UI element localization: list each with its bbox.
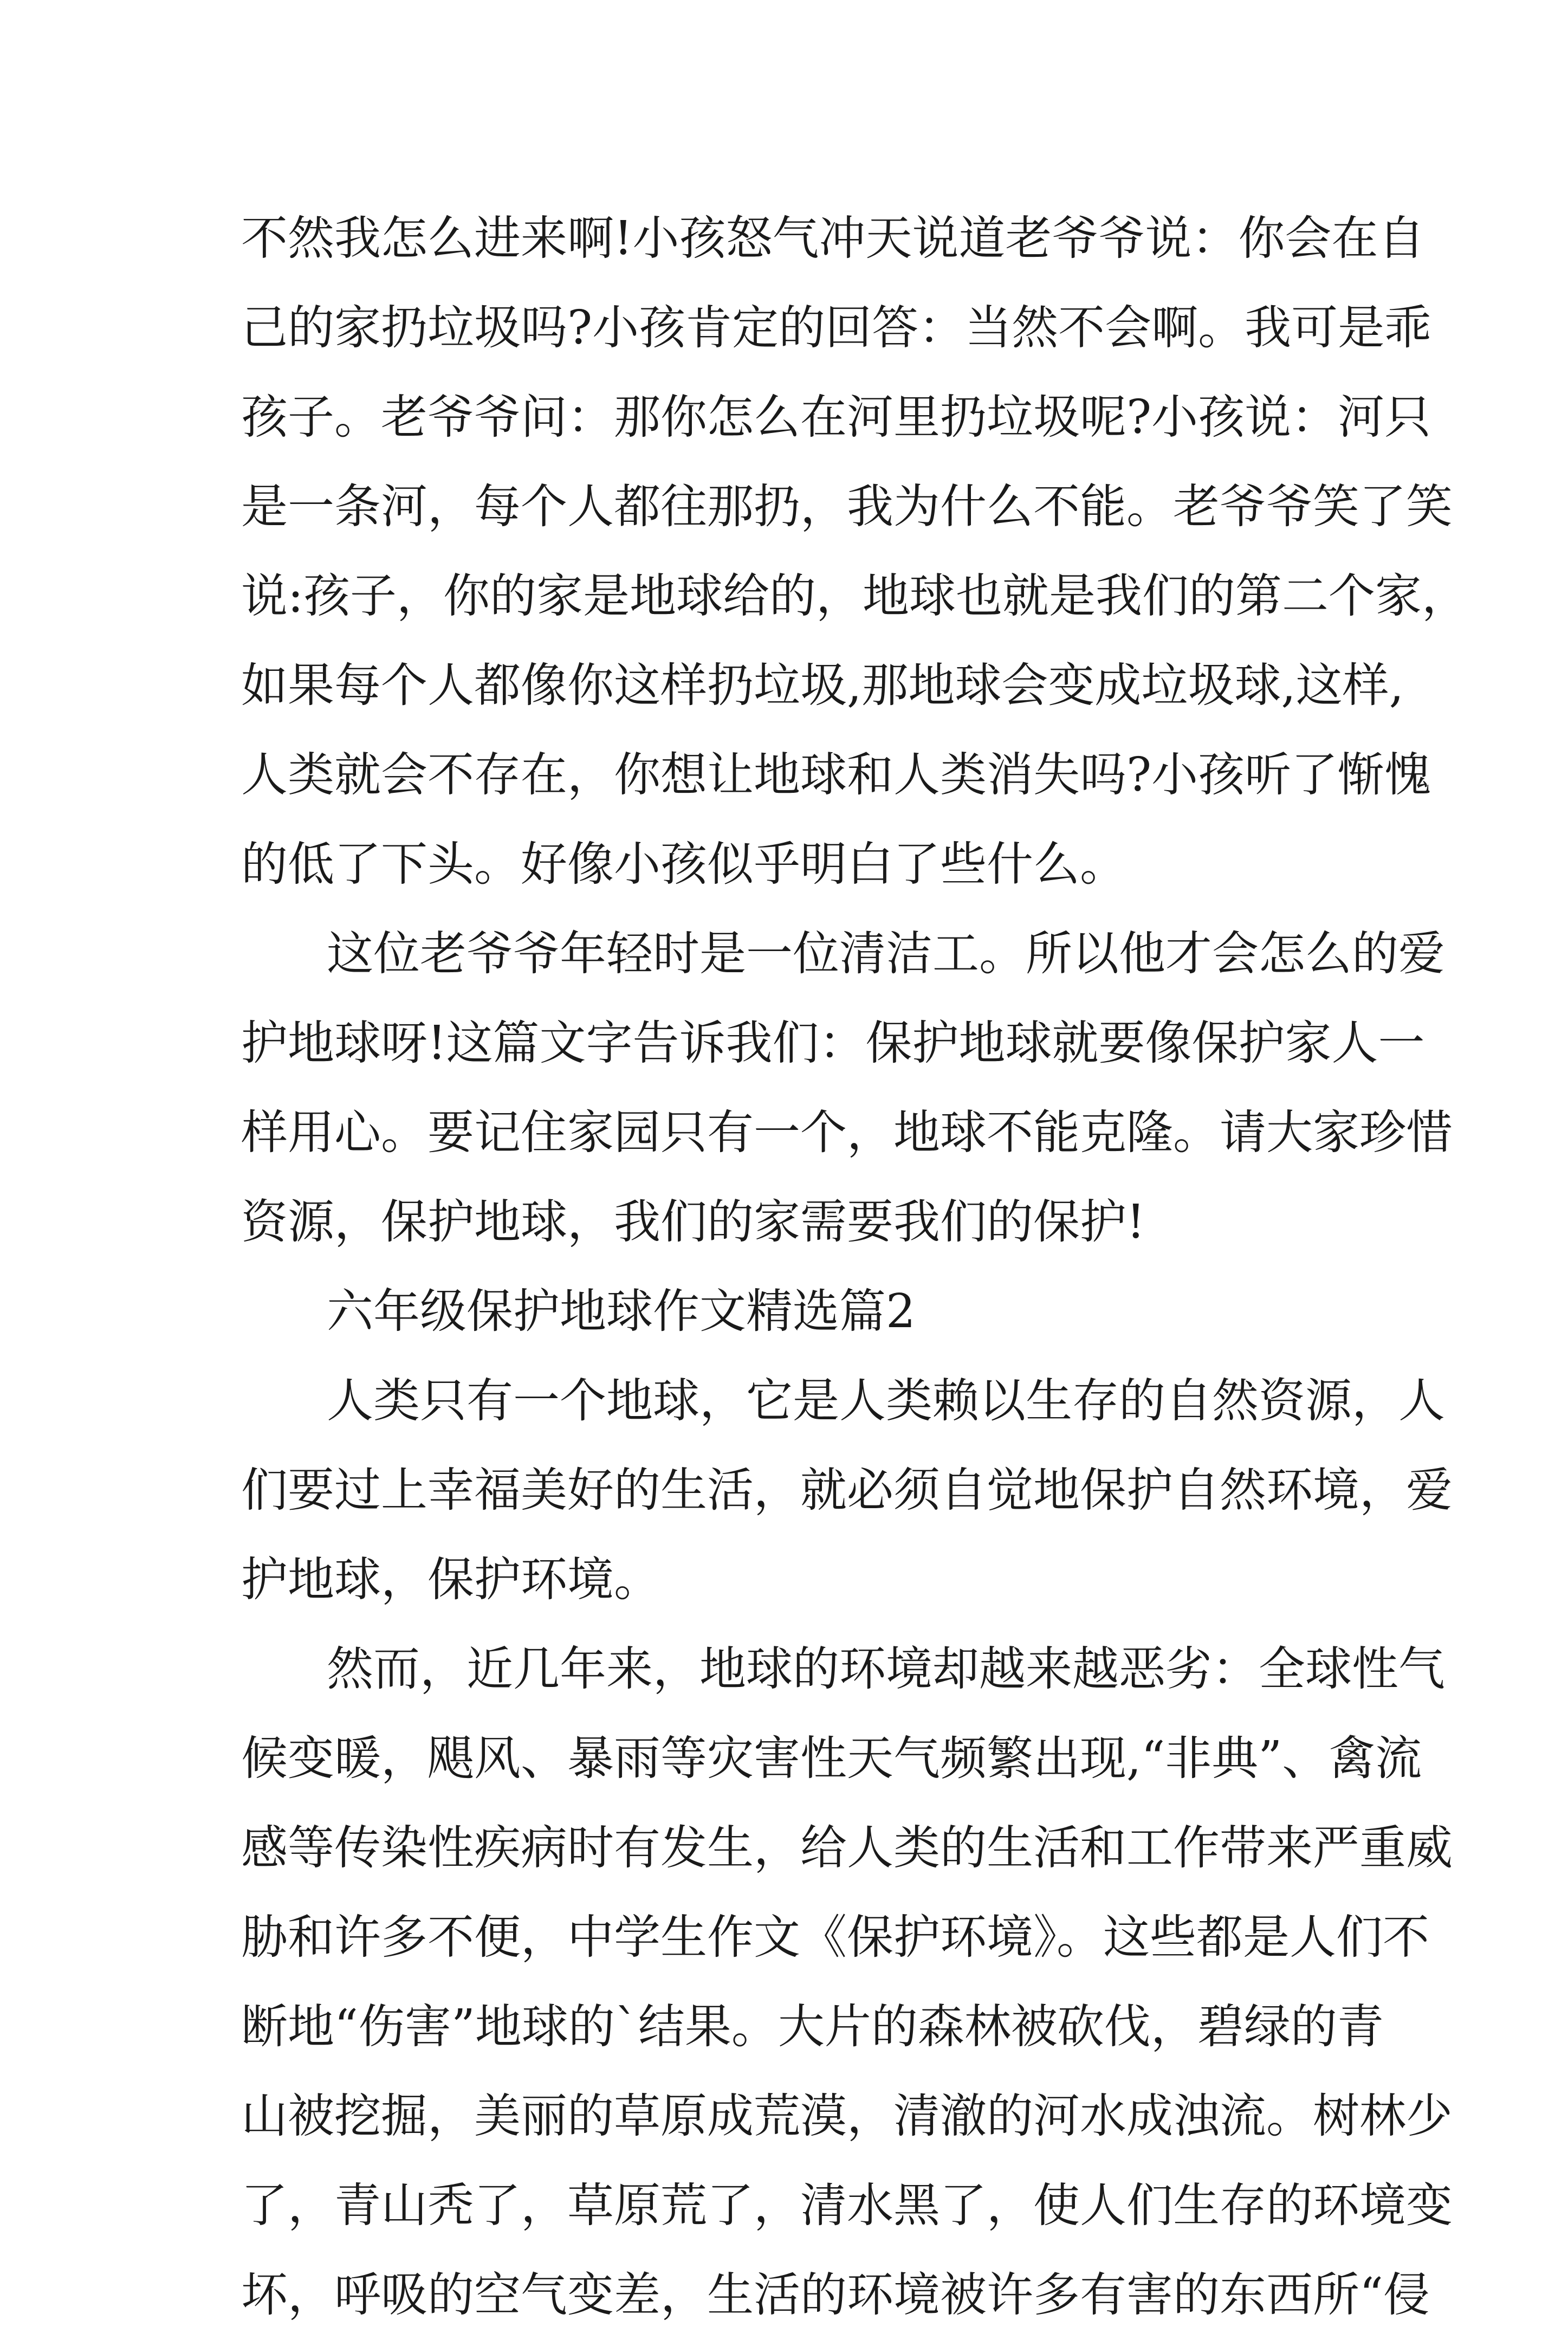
text-line: 护地球呀!这篇文字告诉我们：保护地球就要像保护家人一 [241, 1016, 1425, 1070]
text-line: 坏，呼吸的空气变差，生活的环境被许多有害的东西所“侵 [241, 2268, 1430, 2322]
text-line: 样用心。要记住家园只有一个，地球不能克隆。请大家珍惜 [241, 1106, 1453, 1160]
text-line: 孩子。老爷爷问：那你怎么在河里扔垃圾呢?小孩说：河只 [241, 390, 1431, 444]
text-line: 是一条河，每个人都往那扔，我为什么不能。老爷爷笑了笑 [241, 480, 1453, 534]
text-line: 山被挖掘，美丽的草原成荒漠，清澈的河水成浊流。树林少 [241, 2089, 1453, 2143]
text-line: 们要过上幸福美好的生活，就必须自觉地保护自然环境，爱 [241, 1463, 1453, 1517]
text-line: 这位老爷爷年轻时是一位清洁工。所以他才会怎么的爱 [327, 927, 1445, 981]
text-line: 的低了下头。好像小孩似乎明白了些什么。 [241, 837, 1126, 891]
text-line: 不然我怎么进来啊!小孩怒气冲天说道老爷爷说：你会在自 [241, 211, 1425, 266]
text-line: 然而，近几年来，地球的环境却越来越恶劣：全球性气 [327, 1642, 1445, 1696]
text-line: 己的家扔垃圾吗?小孩肯定的回答：当然不会啊。我可是乖 [241, 301, 1431, 355]
text-line: 人类只有一个地球，它是人类赖以生存的自然资源，人 [327, 1374, 1445, 1428]
text-line: 感等传染性疾病时有发生，给人类的生活和工作带来严重威 [241, 1821, 1453, 1875]
text-line: 人类就会不存在，你想让地球和人类消失吗?小孩听了惭愧 [241, 748, 1431, 802]
section-heading: 六年级保护地球作文精选篇2 [327, 1284, 916, 1339]
text-line: 说:孩子，你的家是地球给的，地球也就是我们的第二个家， [241, 569, 1468, 623]
text-line: 如果每个人都像你这样扔垃圾,那地球会变成垃圾球,这样, [241, 658, 1404, 713]
text-line: 胁和许多不便，中学生作文《保护环境》。这些都是人们不 [241, 1910, 1429, 1964]
text-line: 候变暖，飓风、暴雨等灾害性天气频繁出现,“非典”、禽流 [241, 1731, 1422, 1786]
text-line: 断地“伤害”地球的`结果。大片的森林被砍伐，碧绿的青 [241, 2000, 1384, 2054]
article-body [241, 194, 1468, 2340]
text-line: 护地球，保护环境。 [241, 1553, 660, 1607]
text-line: 了，青山秃了，草原荒了，清水黑了，使人们生存的环境变 [241, 2179, 1453, 2233]
text-line: 资源，保护地球，我们的家需要我们的保护! [241, 1195, 1145, 1249]
